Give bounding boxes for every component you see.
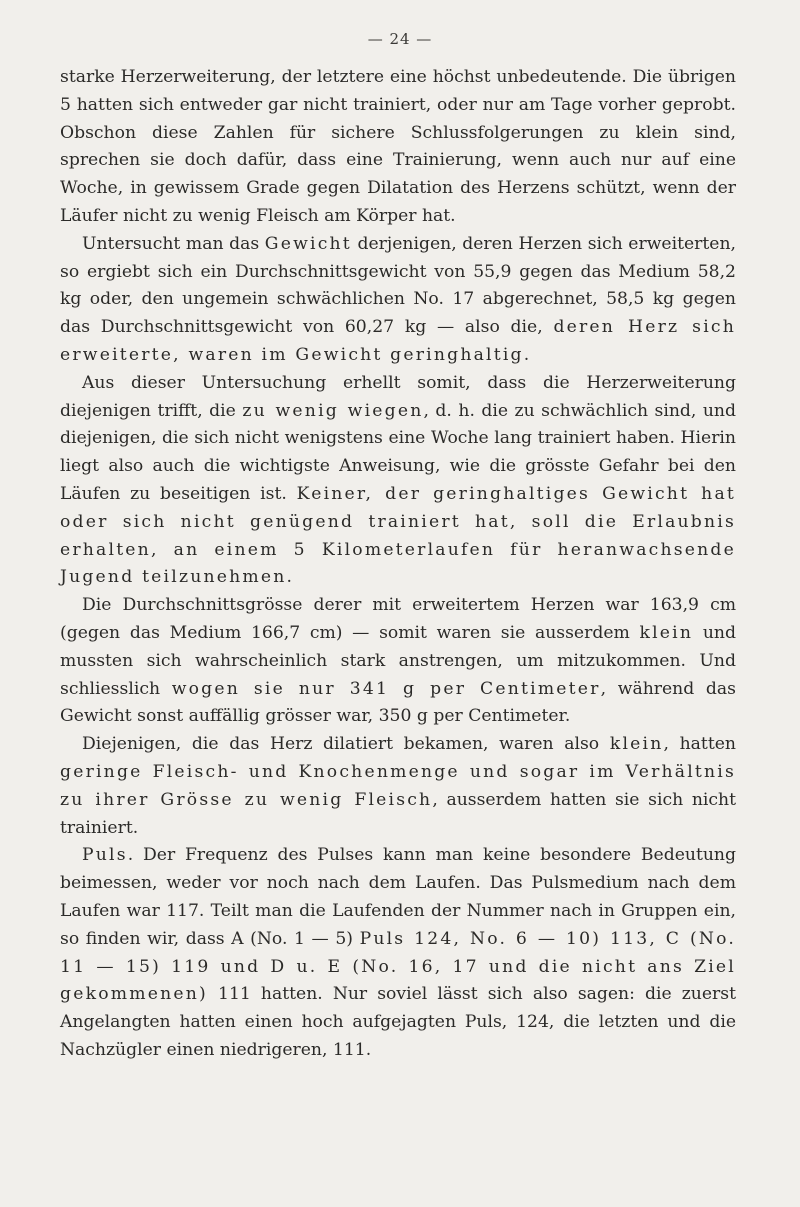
emphasized-text: wogen sie nur 341 g per Centimeter: [171, 678, 601, 699]
text-run: .: [286, 567, 292, 588]
text-run: Untersucht man das: [82, 233, 265, 254]
body-text: [60, 64, 736, 1065]
emphasized-text: Puls: [82, 845, 128, 866]
text-run: Diejenigen, die das Herz dilatiert bekamen, waren also: [82, 734, 610, 755]
paragraph: [60, 592, 736, 731]
text-run: , ausserdem hatten sie sich nicht trainiert.: [60, 789, 736, 838]
text-run: , hatten: [663, 734, 736, 755]
emphasized-text: geringe Fleisch- und Knochenmenge und sogar im Verhältnis zu ihrer Grösse zu wenig Fleisch: [60, 761, 736, 810]
paragraph: [60, 842, 736, 1064]
text-run: , d. h. die zu schwächlich sind, und diejenigen, die sich nicht wenigstens eine Woche lang trainiert haben. Hierin liegt also auch die wichtigste Anweisung, wie die grösste Gefahr bei den Läufen zu beseitigen ist.: [60, 400, 736, 504]
emphasized-text: Keiner, der geringhaltiges Gewicht hat oder sich nicht genügend trainiert hat, soll die Erlaubnis erhalten, an einem 5 Kilometerlaufen für heranwachsende Jugend teilzunehmen: [60, 483, 736, 588]
text-run: Die Durchschnittsgrösse derer mit erweitertem Herzen war 163,9 cm (gegen das Medium 166,7 cm) — somit waren sie ausserdem: [60, 595, 736, 643]
page-number: — 24 —: [367, 30, 433, 48]
text-run: derjenigen, deren Herzen sich erweiterten, so ergiebt sich ein Durchschnittsgewicht von 55,9 gegen das Medium 58,2 kg oder, den ungemein schwächlichen No. 17 abgerechnet, 58,5 kg gegen das Durchschnittsgewicht von 60,27 kg — also die,: [60, 233, 736, 338]
emphasized-text: klein: [609, 734, 664, 755]
text-run: und mussten sich wahrscheinlich stark anstrengen, um mitzukommen. Und schliesslich: [60, 622, 737, 699]
text-run: .: [523, 344, 530, 365]
text-run: . Der Frequenz des Pulses kann man keine besondere Bedeutung beimessen, weder vor noch nach dem Laufen. Das Pulsmedium nach dem Laufen war 117. Teilt man die Laufenden der Nummer nach in Gruppen ein, so finden wir, dass A (No. 1 — 5): [60, 845, 736, 949]
paragraph: [60, 731, 736, 842]
text-run: 111 hatten. Nur soviel lässt sich also sagen: die zuerst Angelangten hatten einen hoch aufgejagten Puls, 124, die letzten und die Nachzügler einen niedrigeren, 111.: [60, 984, 736, 1060]
paragraph: [60, 64, 736, 231]
paragraph: [60, 231, 736, 370]
text-run: Aus dieser Untersuchung erhellt somit, dass die Herzerweiterung diejenigen trifft, die: [60, 372, 736, 421]
emphasized-text: deren Herz sich erweiterte, waren im Gewicht geringhaltig: [60, 317, 736, 365]
text-run: starke Herzerweiterung, der letztere eine höchst unbedeutende. Die übrigen 5 hatten sich entweder gar nicht trainiert, oder nur am Tage vorher geprobt. Obschon diese Zahlen für sichere Schlussfolgerungen zu klein sind, sprechen sie doch dafür, dass eine Trainierung, wenn auch nur auf eine Woche, in gewissem Grade gegen Dilatation des Herzens schützt, wenn der Läufer nicht zu wenig Fleisch am Körper hat.: [60, 67, 736, 226]
emphasized-text: zu wenig wiegen: [242, 400, 424, 421]
emphasized-text: klein: [639, 622, 694, 643]
emphasized-text: Puls 124, No. 6 — 10) 113, C (No. 11 — 15) 119 und D u. E (No. 16, 17 und die nicht ans Ziel gekommenen): [60, 928, 737, 1005]
text-run: , während das Gewicht sonst auffällig grösser war, 350 g per Centimeter.: [60, 678, 736, 727]
emphasized-text: Gewicht: [264, 233, 352, 254]
paragraph: [60, 370, 736, 592]
